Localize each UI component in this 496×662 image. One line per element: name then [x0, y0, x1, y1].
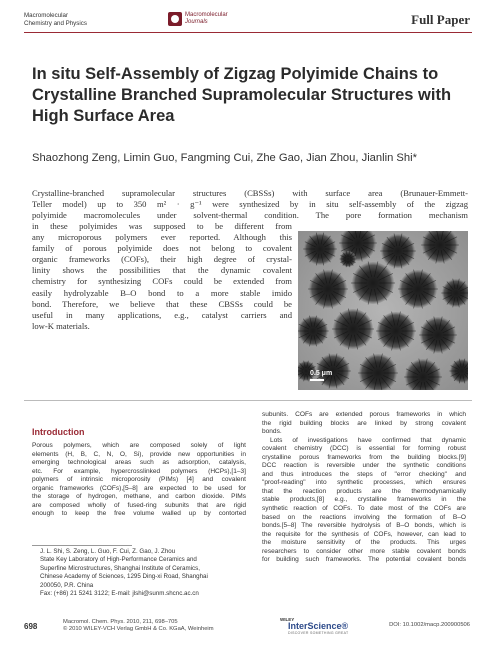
body-text-line: crystalline porous frameworks from the building blocks.[9]	[262, 453, 466, 461]
abstract-line: Teller model) up to 350 m² · g⁻¹ were synthesized by in situ self-assembly of the zigzag	[32, 199, 468, 210]
tem-micrograph	[298, 231, 468, 390]
abstract-line: organic frameworks (COFs), their high degree of crystal-	[32, 254, 292, 265]
body-text-line: covalent chemistry (DCC) is essential for forming robust	[262, 445, 466, 453]
body-text-line: and thus introduces the steps of "error checking" and	[262, 470, 466, 478]
citation-footer	[63, 619, 214, 634]
author-list: Shaozhong Zeng, Limin Guo, Fangming Cui, Zhe Gao, Jian Zhou, Jianlin Shi*	[32, 152, 417, 164]
logo-text-line1: Macromolecular	[185, 12, 228, 18]
body-text-line: subunits. COFs are extended porous frameworks in which	[262, 411, 466, 418]
affiliation-divider	[32, 545, 132, 546]
interscience-logo-text: InterScience®	[288, 621, 349, 631]
body-text-line: researchers to consider other more stable covalent bonds	[262, 547, 466, 555]
body-text-line: the rigid building blocks are linked by strong covalent	[262, 419, 466, 427]
journal-name-line2: Chemistry and Physics	[24, 19, 87, 27]
affiliation-line: 200050, P.R. China	[40, 581, 94, 589]
body-text-line: stable products,[8] e.g., crystalline frameworks in the	[262, 496, 466, 504]
body-text-line: bonds.[5–8] The reversible hydrolysis of B–O bonds, which is	[262, 522, 466, 530]
body-text-line: "proof-reading" into synthetic processes, which ensures	[262, 479, 466, 487]
body-text-line: the storage of hydrogen, methane, and carbon dioxide. PIMs	[32, 493, 246, 501]
body-text-line: bonds.	[262, 428, 282, 436]
page-number: 698	[24, 622, 38, 631]
affiliation-line: Superfine Microstructures, Shanghai Institute of Ceramics,	[40, 564, 200, 572]
affiliation-line: J. L. Shi, S. Zeng, L. Guo, F. Cui, Z. Gao, J. Zhou	[40, 548, 176, 555]
citation-line: Macromol. Chem. Phys. 2010, 211, 698–705	[63, 619, 178, 625]
body-text-line: etc. For example, hypercrosslinked polymers (HCPs),[1–3]	[32, 467, 246, 475]
body-text-line: DCC reaction is reversible under the synthetic conditions	[262, 462, 466, 470]
interscience-tagline: DISCOVER SOMETHING GREAT	[288, 631, 349, 635]
author-affiliation	[40, 548, 248, 598]
header-divider	[24, 32, 472, 33]
abstract-line: linity shows the possibilities that the dynamic covalent	[32, 265, 292, 276]
body-text-line: polymers of intrinsic microporosity (PIMs) [4] and covalent	[32, 476, 246, 484]
body-text-line: Lots of investigations have confirmed that dynamic	[270, 436, 466, 444]
body-text-line: enough to keep the free volume walled up by contorted	[32, 510, 246, 518]
micrograph-image	[298, 231, 468, 390]
scale-bar	[310, 379, 324, 381]
journal-logo-icon	[168, 12, 182, 26]
abstract-line: easily hydrolyzable B–O bond to a more stable imido	[32, 287, 292, 298]
abstract-line: useful in many applications, e.g., catalyst carriers and	[32, 309, 292, 320]
abstract-line: bond. Therefore, we believe that these CBSSs could be	[32, 298, 292, 309]
doi: DOI: 10.1002/macp.200900506	[389, 622, 470, 628]
logo-text-line2: Journals	[185, 19, 208, 25]
abstract-line: chemistry for synthesizing COFs could be extended from	[32, 276, 292, 287]
wiley-logo-text: WILEY	[280, 617, 295, 622]
scale-bar-label: 0.5 μm	[310, 370, 333, 377]
abstract-line: family of porous polyimide does not belong to covalent	[32, 243, 292, 254]
abstract-wrapped	[32, 221, 292, 332]
affiliation-line: Chinese Academy of Sciences, 1295 Ding-xi Road, Shanghai	[40, 573, 208, 581]
body-text-line: organic frameworks (COFs),[5–8] are expected to be used for	[32, 484, 246, 492]
body-text-line: synthetic reaction of COFs. To date most of the COFs are	[262, 505, 466, 513]
abstract-divider	[24, 400, 472, 401]
body-text-line: for building such frameworks. The potential covalent bonds	[262, 556, 466, 564]
interscience-logo	[280, 617, 370, 635]
copyright-line: © 2010 WILEY-VCH Verlag GmbH & Co. KGaA, Weinheim	[63, 626, 214, 633]
abstract-line: Crystalline-branched supramolecular structures (CBSSs) with surface area (Brunauer-Emmett-	[32, 188, 468, 198]
body-text-line: elements (H, B, C, N, O, Si), provide new opportunities in	[32, 450, 246, 458]
affiliation-line: State Key Laboratory of High-Performance Ceramics and	[40, 556, 197, 564]
abstract-line: low-K materials.	[32, 320, 90, 331]
body-text-line: the requisite for the synthesis of COFs, however, can lead to	[262, 530, 466, 538]
article-type: Full Paper	[411, 12, 470, 27]
left-column-text	[32, 442, 246, 519]
body-text-line: based on the reactions involving the formation of B–O	[262, 513, 466, 521]
abstract-line: in these polyimides was supposed to be different from	[32, 221, 292, 231]
right-column-text	[262, 411, 466, 565]
body-text-line: that the reaction products are the thermodynamically	[262, 487, 466, 495]
body-text-line: emerging technological areas such as adsorption, catalysis,	[32, 459, 246, 467]
abstract-line: any microporous polymers ever reported. Although this	[32, 232, 292, 243]
abstract-line: polyimide macromolecules under solvent-thermal condition. The pore formation mechanism	[32, 210, 468, 221]
body-text-line: Porous polymers, which are composed solely of light	[32, 442, 246, 449]
journal-name	[24, 12, 87, 27]
body-text-line: are composed wholly of fused-ring subunits that are rigid	[32, 501, 246, 509]
paper-title: In situ Self-Assembly of Zigzag Polyimide Chains to Crystalline Branched Supramolecular Structures with High Surface Area	[32, 65, 452, 125]
affiliation-line: Fax: (+86) 21 5241 3122; E-mail: jlshi@sunm.shcnc.ac.cn	[40, 590, 199, 598]
journal-name-line1: Macromolecular	[24, 12, 69, 19]
section-heading-introduction: Introduction	[32, 427, 85, 437]
macromolecular-journals-logo	[168, 10, 226, 30]
abstract-full-width	[32, 188, 468, 221]
body-text-line: the moisture sensitivity of the products. This urges	[262, 539, 466, 547]
